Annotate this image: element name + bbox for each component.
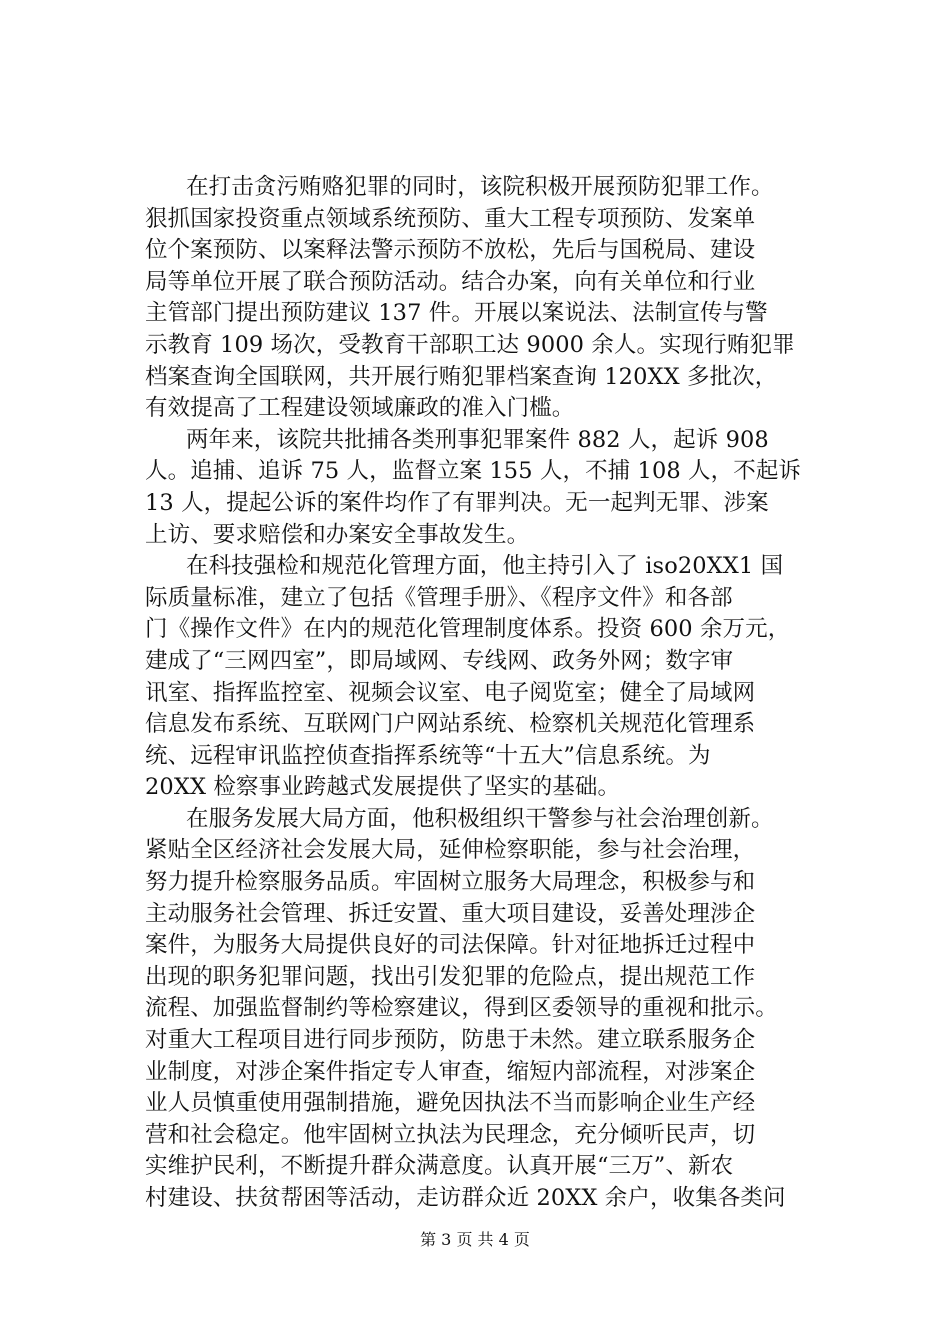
text-line: 有效提高了工程建设领域廉政的准入门槛。 — [145, 395, 575, 422]
text-line: 示教育 109 场次，受教育干部职工达 9000 余人。实现行贿犯罪 — [145, 331, 795, 358]
text-line: 位个案预防、以案释法警示预防不放松，先后与国税局、建设 — [145, 237, 756, 264]
text-line: 讯室、指挥监控室、视频会议室、电子阅览室；健全了局域网 — [145, 679, 756, 706]
text-line: 业制度，对涉企案件指定专人审查，缩短内部流程，对涉案企 — [145, 1058, 756, 1085]
text-line: 统、远程审讯监控侦查指挥系统等“十五大”信息系统。为 — [145, 742, 711, 769]
text-line: 档案查询全国联网，共开展行贿犯罪档案查询 120XX 多批次， — [145, 363, 778, 390]
text-line: 出现的职务犯罪问题，找出引发犯罪的危险点，提出规范工作 — [145, 963, 756, 990]
text-line: 13 人，提起公诉的案件均作了有罪判决。无一起判无罪、涉案 — [145, 489, 769, 516]
text-line: 际质量标准，建立了包括《管理手册》、《程序文件》和各部 — [145, 584, 733, 611]
text-line: 营和社会稳定。他牢固树立执法为民理念，充分倾听民声，切 — [145, 1121, 756, 1148]
text-line: 努力提升检察服务品质。牢固树立服务大局理念，积极参与和 — [145, 869, 756, 896]
paragraph-1 — [145, 172, 810, 425]
text-line: 对重大工程项目进行同步预防，防患于未然。建立联系服务企 — [145, 1027, 756, 1054]
text-line: 流程、加强监督制约等检察建议，得到区委领导的重视和批示。 — [145, 995, 778, 1022]
text-line: 在科技强检和规范化管理方面，他主持引入了 iso20XX1 国 — [186, 553, 784, 580]
text-line: 两年来，该院共批捕各类刑事犯罪案件 882 人，起诉 908 — [186, 426, 769, 453]
text-line: 业人员慎重使用强制措施，避免因执法不当而影响企业生产经 — [145, 1090, 756, 1117]
text-line: 主动服务社会管理、拆迁安置、重大项目建设，妥善处理涉企 — [145, 900, 756, 927]
text-line: 案件，为服务大局提供良好的司法保障。针对征地拆迁过程中 — [145, 932, 756, 959]
paragraph-2 — [145, 425, 810, 551]
text-line: 门《操作文件》在内的规范化管理制度体系。投资 600 余万元， — [145, 616, 791, 643]
text-line: 村建设、扶贫帮困等活动，走访群众近 20XX 余户，收集各类问 — [145, 1185, 786, 1211]
text-line: 狠抓国家投资重点领域系统预防、重大工程专项预防、发案单 — [145, 205, 756, 232]
page-number-label: 第 3 页 共 4 页 — [420, 1230, 530, 1249]
text-line: 20XX 检察事业跨越式发展提供了坚实的基础。 — [145, 774, 621, 801]
paragraph-4 — [145, 804, 810, 1215]
text-line: 紧贴全区经济社会发展大局，延伸检察职能，参与社会治理， — [145, 837, 756, 864]
text-line: 信息发布系统、互联网门户网站系统、检察机关规范化管理系 — [145, 711, 756, 738]
text-line: 主管部门提出预防建议 137 件。开展以案说法、法制宣传与警 — [145, 300, 768, 327]
text-line: 在打击贪污贿赂犯罪的同时，该院积极开展预防犯罪工作。 — [186, 174, 774, 200]
text-line: 在服务发展大局方面，他积极组织干警参与社会治理创新。 — [186, 805, 774, 832]
page-footer — [0, 1228, 950, 1252]
text-line: 建成了“三网四室”，即局域网、专线网、政务外网；数字审 — [145, 647, 734, 674]
text-line: 人。追捕、追诉 75 人，监督立案 155 人，不捕 108 人，不起诉 — [145, 458, 802, 485]
text-line: 实维护民利，不断提升群众满意度。认真开展“三万”、新农 — [145, 1153, 734, 1180]
document-body — [145, 172, 810, 1215]
text-line: 上访、要求赔偿和办案安全事故发生。 — [145, 521, 530, 548]
text-line: 局等单位开展了联合预防活动。结合办案，向有关单位和行业 — [145, 268, 756, 295]
paragraph-3 — [145, 551, 810, 804]
